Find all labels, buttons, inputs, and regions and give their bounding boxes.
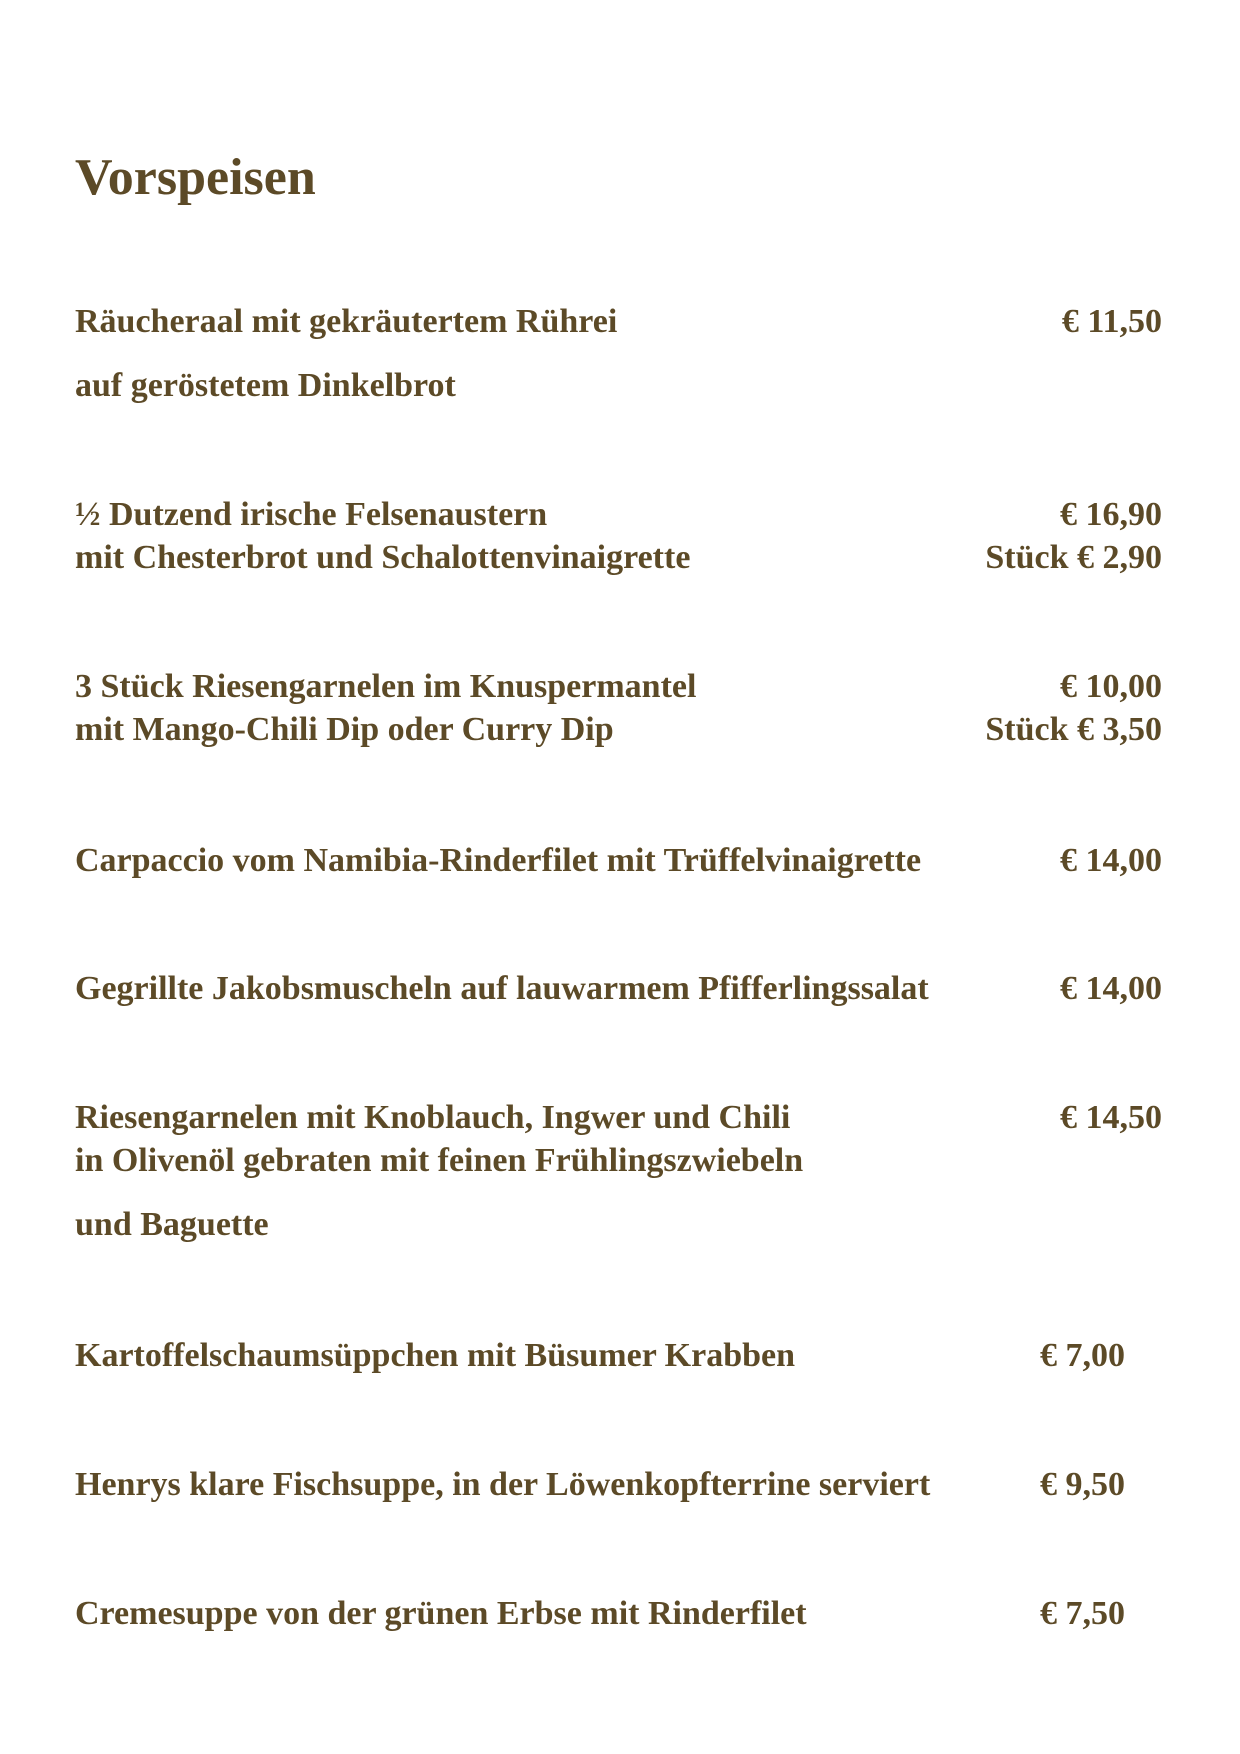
page-title: Vorspeisen <box>75 149 316 206</box>
menu-item-price: € 14,00 <box>1060 842 1162 879</box>
menu-item-price: € 16,90 <box>1060 496 1162 533</box>
menu-item-description: in Olivenöl gebraten mit feinen Frühlingszwiebeln <box>75 1142 804 1179</box>
menu-item-description: 3 Stück Riesengarnelen im Knuspermantel <box>75 668 697 705</box>
menu-item-description: ½ Dutzend irische Felsenaustern <box>75 496 548 533</box>
menu-item-description: Kartoffelschaumsüppchen mit Büsumer Krabben <box>75 1337 796 1374</box>
menu-item-price: € 14,50 <box>1060 1099 1162 1136</box>
menu-item-description: auf geröstetem Dinkelbrot <box>75 367 456 404</box>
menu-item-description: Riesengarnelen mit Knoblauch, Ingwer und Chili <box>75 1099 791 1136</box>
menu-item-unit-price: Stück € 2,90 <box>985 539 1162 576</box>
menu-item-description: Gegrillte Jakobsmuscheln auf lauwarmem Pfifferlingssalat <box>75 970 929 1007</box>
menu-item-price: € 9,50 <box>1040 1466 1125 1503</box>
menu-item-description: Carpaccio vom Namibia-Rinderfilet mit Trüffelvinaigrette <box>75 842 922 879</box>
menu-item-description: Cremesuppe von der grünen Erbse mit Rinderfilet <box>75 1595 807 1632</box>
menu-item-price: € 11,50 <box>1061 303 1162 340</box>
menu-item-price: € 14,00 <box>1060 970 1162 1007</box>
menu-item-price: € 7,00 <box>1040 1337 1125 1374</box>
menu-item-description: mit Mango-Chili Dip oder Curry Dip <box>75 711 614 748</box>
menu-item-description: mit Chesterbrot und Schalottenvinaigrette <box>75 539 691 576</box>
menu-item-price: € 7,50 <box>1040 1595 1125 1632</box>
menu-item-description: und Baguette <box>75 1206 269 1243</box>
menu-item-description: Räucheraal mit gekräutertem Rührei <box>75 303 618 340</box>
menu-item-description: Henrys klare Fischsuppe, in der Löwenkopfterrine serviert <box>75 1466 931 1503</box>
menu-item-price: € 10,00 <box>1060 668 1162 705</box>
menu-item-unit-price: Stück € 3,50 <box>985 711 1162 748</box>
